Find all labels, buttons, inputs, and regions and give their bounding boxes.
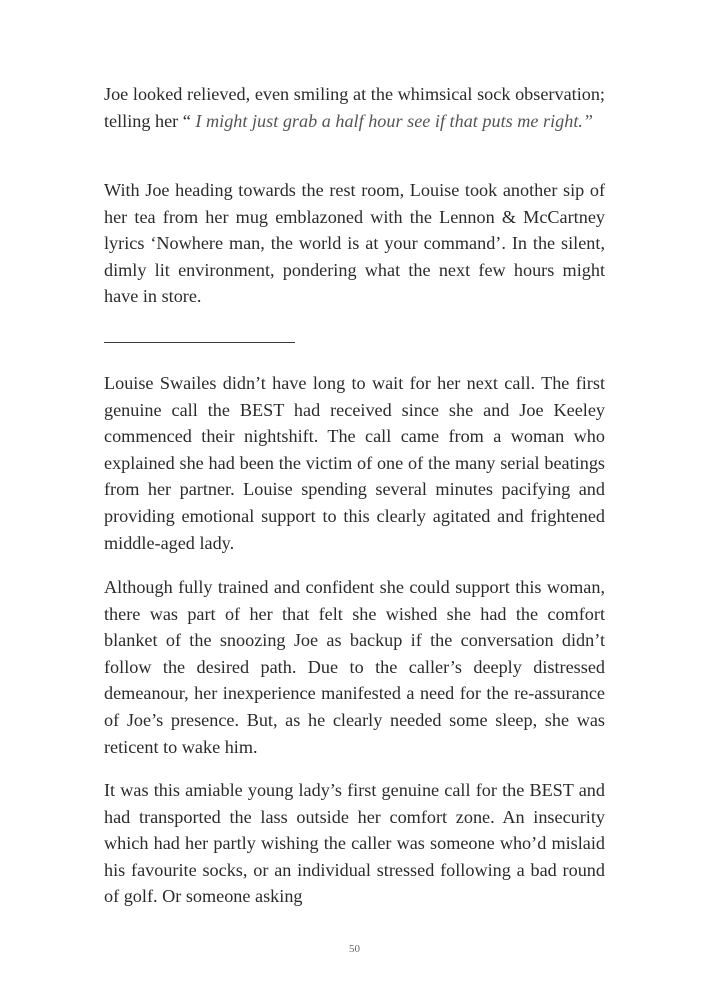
paragraph-3: [104, 370, 605, 556]
paragraph-1-body: [104, 81, 605, 134]
paragraph-3-body: Louise Swailes didn’t have long to wait for her next call. The first genuine call the BEST had received since she and Joe Keeley commenced their nightshift. The call came from a woman who explained she had been the victim of one of the many serial beatings from her partner. Louise spending several minutes pacifying and providing emotional support to this clearly agitated and frightened middle-aged lady.: [104, 373, 605, 553]
paragraph-1-text: Joe looked relieved, even smiling at the whimsical sock observation; telling her “: [104, 84, 605, 131]
paragraph-1-quote: I might just grab a half hour see if that puts me right.”: [195, 110, 594, 131]
paragraph-4: [104, 574, 605, 760]
section-divider: [104, 342, 295, 343]
paragraph-5: [104, 777, 605, 910]
paragraph-2: [104, 177, 605, 310]
page-number: 50: [349, 943, 360, 955]
paragraph-5-body: It was this amiable young lady’s first genuine call for the BEST and had transported the lass outside her comfort zone. An insecurity which had her partly wishing the caller was someone who’d mislaid his favourite socks, or an individual stressed following a bad round of golf. Or someone asking: [104, 780, 605, 907]
paragraph-1: [104, 81, 605, 134]
paragraph-4-body: Although fully trained and confident she could support this woman, there was part of her that felt she wished she had the comfort blanket of the snoozing Joe as backup if the conversation didn’t follow the desired path. Due to the caller’s deeply distressed demeanour, her inexperience manifested a need for the re-assurance of Joe’s presence. But, as he clearly needed some sleep, she was reticent to wake him.: [104, 577, 605, 757]
paragraph-2-body: With Joe heading towards the rest room, Louise took another sip of her tea from her mug emblazoned with the Lennon & McCartney lyrics ‘Nowhere man, the world is at your command’. In the silent, dimly lit environment, pondering what the next few hours might have in store.: [104, 180, 605, 307]
